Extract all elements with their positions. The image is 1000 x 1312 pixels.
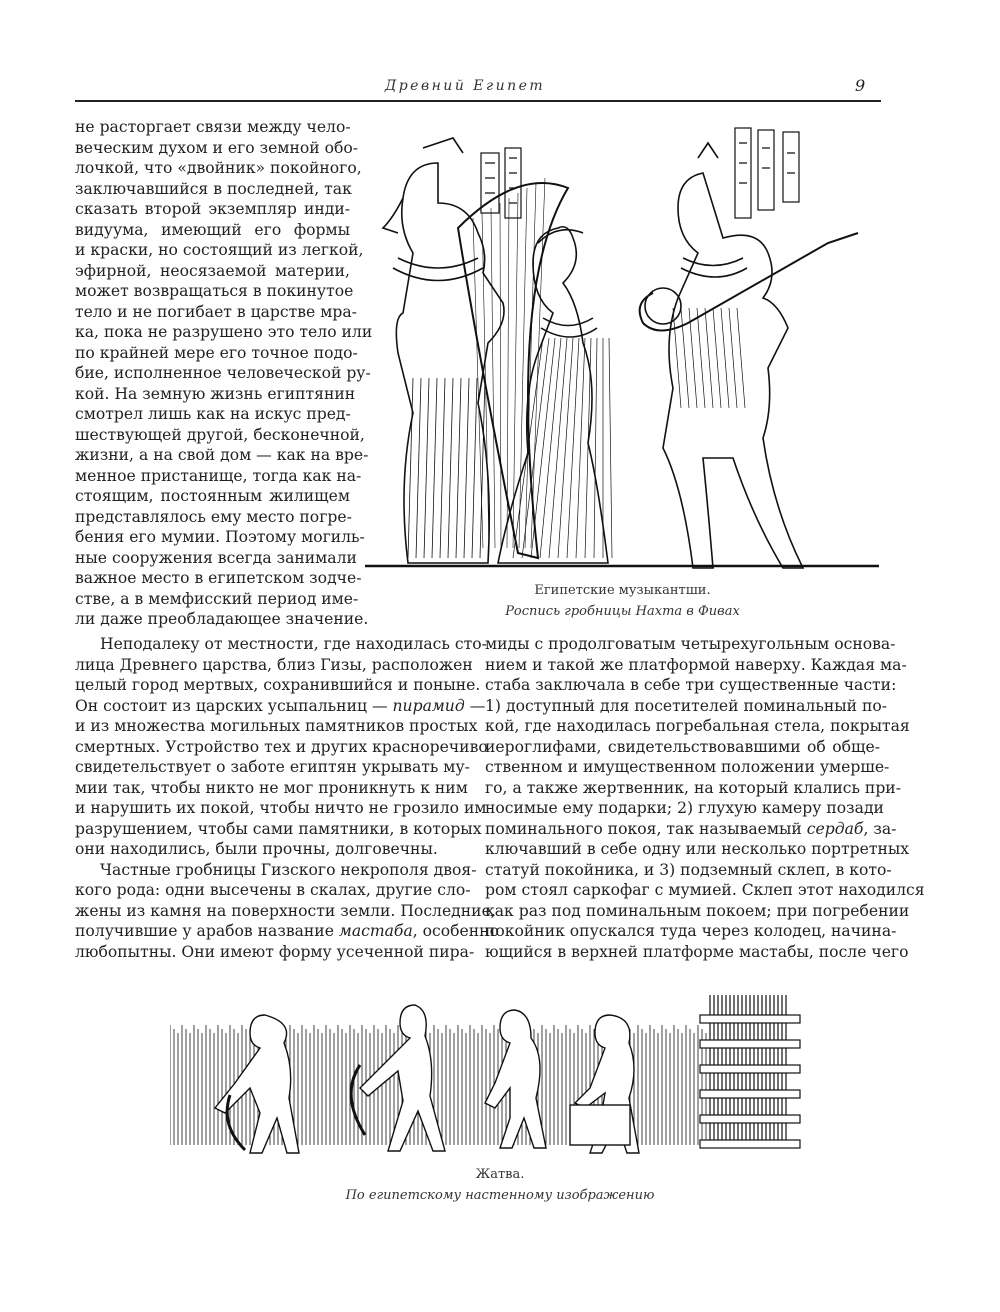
- stack-band: [700, 1090, 800, 1098]
- hatch-line: [424, 378, 429, 558]
- text-segment: кой, где находилась погребальная стела, покрытая: [485, 717, 910, 735]
- harpist-figure: [383, 138, 504, 563]
- text-line: [75, 138, 359, 159]
- text-line: [75, 281, 354, 302]
- text-line: [75, 466, 362, 487]
- musicians-illustration: [363, 118, 883, 570]
- text-segment: ющийся в верхней платформе мастабы, после чего: [485, 942, 909, 961]
- hatch-line: [585, 338, 591, 558]
- text-line: [75, 179, 350, 200]
- text-line: [485, 757, 890, 778]
- hatch-line: [697, 308, 705, 408]
- text-line: [485, 901, 910, 922]
- text-segment: стве, а в мемфисский период име-: [75, 589, 359, 608]
- text-segment: ные сооружения всегда занимали: [75, 548, 357, 567]
- text-line: [75, 302, 357, 323]
- harvest-caption-title: Жатва.: [475, 1167, 525, 1182]
- text-line: [75, 548, 357, 569]
- stack-band: [700, 1040, 800, 1048]
- harvest-illustration: [170, 995, 830, 1155]
- text-line: [75, 696, 486, 717]
- text-line: [485, 655, 907, 676]
- text-segment: заключавшийся в последней, так: [75, 179, 352, 198]
- text-segment: эфирной, неосязаемой материи,: [75, 261, 350, 280]
- text-segment: любопытны. Они имеют форму усеченной пира-: [75, 942, 475, 961]
- stack-band: [700, 1065, 800, 1073]
- text-column-top-left: [75, 117, 373, 630]
- hatch-line: [448, 378, 453, 558]
- header-rule: [75, 100, 881, 102]
- text-segment: целый город мертвых, сохранившийся и поныне.: [75, 676, 481, 694]
- text-line: [75, 609, 369, 630]
- text-segment: , за-: [863, 819, 897, 838]
- text-line: [485, 942, 909, 963]
- text-line: [75, 199, 350, 220]
- musicians-caption: [365, 583, 880, 619]
- text-segment: бения его мумии. Поэтому могиль-: [75, 528, 365, 546]
- hatch-line: [507, 198, 509, 548]
- text-segment: ром стоял саркофаг с мумией. Склеп этот находился: [485, 881, 925, 899]
- hatch-line: [464, 378, 469, 558]
- text-line: [75, 901, 496, 922]
- text-line: [75, 655, 473, 676]
- text-segment: нием и такой же платформой наверху. Каждая ма-: [485, 655, 907, 674]
- text-line: [75, 240, 364, 261]
- hatch-line: [482, 213, 489, 548]
- text-line: [75, 778, 468, 799]
- text-segment: поминального покоя, так называемый: [485, 819, 807, 838]
- text-line: [75, 839, 465, 860]
- text-line: [75, 798, 487, 819]
- text-segment: веческим духом и его земной обо-: [75, 138, 359, 157]
- text-line: [75, 737, 488, 758]
- hatch-line: [472, 378, 477, 558]
- text-line: [75, 880, 471, 901]
- text-segment: миды с продолговатым четырехугольным основа-: [485, 635, 896, 653]
- text-line: [75, 675, 481, 696]
- text-segment: —: [464, 696, 486, 715]
- text-segment: и из множества могильных памятников простых: [75, 717, 478, 735]
- text-segment: ка, пока не разрушено это тело или: [75, 323, 373, 341]
- text-line: [485, 819, 897, 840]
- page-number: 9: [855, 76, 866, 95]
- hatch-line: [558, 338, 573, 558]
- text-segment: Неподалеку от местности, где находилась сто-: [100, 635, 487, 653]
- stack-band: [700, 1115, 800, 1123]
- text-segment: представлялось ему место погре-: [75, 507, 352, 526]
- text-segment: жизни, а на свой дом — как на вре-: [75, 446, 369, 464]
- text-line: [75, 757, 470, 778]
- hatch-line: [737, 308, 745, 408]
- lute-player-figure: [640, 143, 858, 568]
- hieroglyph-columns: [481, 128, 799, 218]
- text-line: [75, 322, 373, 343]
- hatch-line: [705, 308, 713, 408]
- stack-band: [700, 1140, 800, 1148]
- grain-stack: [700, 995, 800, 1148]
- hatch-line: [440, 378, 445, 558]
- text-segment: стаба заключала в себе три существенные части:: [485, 676, 897, 694]
- text-segment: лица Древнего царства, близ Гизы, расположен: [75, 655, 473, 674]
- hatch-line: [456, 378, 461, 558]
- text-segment: , особенно: [412, 922, 499, 940]
- reapers: [215, 1005, 639, 1153]
- text-segment: может возвращаться в покинутое: [75, 282, 354, 300]
- text-segment: го, а также жертвенник, на который клались при-: [485, 778, 901, 797]
- text-segment: смертных. Устройство тех и других красноречиво: [75, 737, 488, 756]
- text-line: [75, 589, 359, 610]
- text-segment: лочкой, что «двойник» покойного,: [75, 159, 362, 177]
- harvest-caption: [170, 1167, 830, 1203]
- text-line: [485, 696, 888, 717]
- text-line: [485, 839, 910, 860]
- text-segment: как раз под поминальным покоем; при погребении: [485, 901, 910, 920]
- text-segment: носимые ему подарки; 2) глухую камеру позади: [485, 799, 884, 817]
- text-line: [75, 220, 350, 241]
- text-line: [485, 675, 897, 696]
- text-line: [75, 486, 350, 507]
- hatch-line: [500, 203, 501, 548]
- text-segment: получившие у арабов название: [75, 922, 339, 940]
- text-column-bottom-right: [485, 634, 925, 962]
- text-line: [485, 634, 896, 655]
- hatch-line: [519, 188, 527, 548]
- text-segment: стоящим, постоянным жилищем: [75, 487, 350, 505]
- text-line: [75, 363, 371, 384]
- text-line: [75, 117, 350, 138]
- text-segment: статуй покойника, и 3) подземный склеп, в кото-: [485, 860, 892, 879]
- text-segment: мии так, чтобы никто не мог проникнуть к ним: [75, 778, 468, 797]
- hatch-line: [689, 308, 697, 408]
- text-segment: ключавший в себе одну или несколько портретных: [485, 840, 910, 858]
- text-line: [75, 527, 365, 548]
- text-line: [75, 445, 369, 466]
- harvest-caption-source: По египетскому настенному изображению: [345, 1188, 655, 1203]
- text-line: [75, 634, 487, 655]
- text-segment: менное пристанище, тогда как на-: [75, 466, 362, 485]
- text-line: [75, 716, 478, 737]
- text-line: [75, 942, 475, 963]
- text-line: [75, 384, 356, 405]
- text-line: [75, 860, 477, 881]
- text-segment: важное место в египетском зодче-: [75, 569, 362, 587]
- text-segment: смотрел лишь как на искус пред-: [75, 405, 351, 423]
- hatch-line: [713, 308, 721, 408]
- text-line: [75, 404, 350, 425]
- text-line: [485, 880, 925, 901]
- text-segment: кой. На земную жизнь египтянин: [75, 384, 356, 403]
- text-segment: 1) доступный для посетителей поминальный по-: [485, 696, 888, 715]
- hatch-line: [673, 308, 681, 408]
- text-segment: Частные гробницы Гизского некрополя двоя-: [100, 860, 477, 879]
- text-segment: покойник опускался туда через колодец, начина-: [485, 922, 897, 940]
- stack-band: [700, 1015, 800, 1023]
- text-segment: жены из камня на поверхности земли. Последние,: [75, 901, 496, 920]
- text-line: [485, 921, 897, 942]
- text-line: [485, 778, 901, 799]
- text-segment: бие, исполненное человеческой ру-: [75, 364, 371, 382]
- hatch-line: [432, 378, 437, 558]
- text-segment: ственном и имущественном положении умерше-: [485, 758, 890, 776]
- text-segment: кого рода: одни высечены в скалах, другие сло-: [75, 881, 471, 899]
- text-segment: не расторгает связи между чело-: [75, 118, 351, 136]
- hatch-line: [491, 208, 495, 548]
- text-line: [75, 158, 362, 179]
- text-line: [75, 921, 499, 942]
- hatch-line: [721, 308, 729, 408]
- text-line: [485, 860, 892, 881]
- text-segment: видуума, имеющий его формы: [75, 220, 350, 239]
- text-line: [75, 343, 358, 364]
- text-segment: и краски, но состоящий из легкой,: [75, 241, 364, 259]
- text-line: [485, 798, 884, 819]
- text-line: [485, 716, 910, 737]
- italic-term: мастаба: [338, 922, 413, 940]
- text-segment: по крайней мере его точное подо-: [75, 343, 358, 362]
- musicians-caption-title: Египетские музыкантши.: [534, 583, 711, 598]
- text-segment: и нарушить их покой, чтобы ничто не грозило им: [75, 799, 487, 817]
- text-column-bottom-left: [75, 634, 499, 962]
- hatch-line: [416, 378, 421, 558]
- hatch-line: [594, 338, 597, 558]
- text-line: [75, 507, 350, 528]
- text-line: [75, 261, 350, 282]
- text-line: [75, 819, 482, 840]
- text-line: [75, 568, 362, 589]
- text-segment: свидетельствует о заботе египтян укрывать му-: [75, 758, 470, 776]
- running-title: Древний Египет: [384, 78, 546, 94]
- text-segment: иероглифами, свидетельствовавшими об обще-: [485, 737, 880, 756]
- text-line: [75, 425, 365, 446]
- italic-term: сердаб: [806, 819, 864, 838]
- hatch-line: [609, 338, 612, 558]
- italic-term: пирамид: [392, 696, 465, 715]
- text-segment: ли даже преобладающее значение.: [75, 610, 369, 628]
- text-segment: тело и не погибает в царстве мра-: [75, 302, 357, 321]
- text-segment: Он состоит из царских усыпальниц —: [75, 696, 393, 715]
- text-segment: сказать второй экземпляр инди-: [75, 200, 350, 218]
- text-segment: они находились, были прочны, долговечны.: [75, 840, 438, 858]
- musicians-caption-source: Роспись гробницы Нахта в Фивах: [505, 604, 740, 619]
- hatch-line: [729, 308, 737, 408]
- text-line: [485, 737, 880, 758]
- text-segment: шествующей другой, бесконечной,: [75, 425, 365, 444]
- text-segment: разрушением, чтобы сами памятники, в которых: [75, 819, 482, 838]
